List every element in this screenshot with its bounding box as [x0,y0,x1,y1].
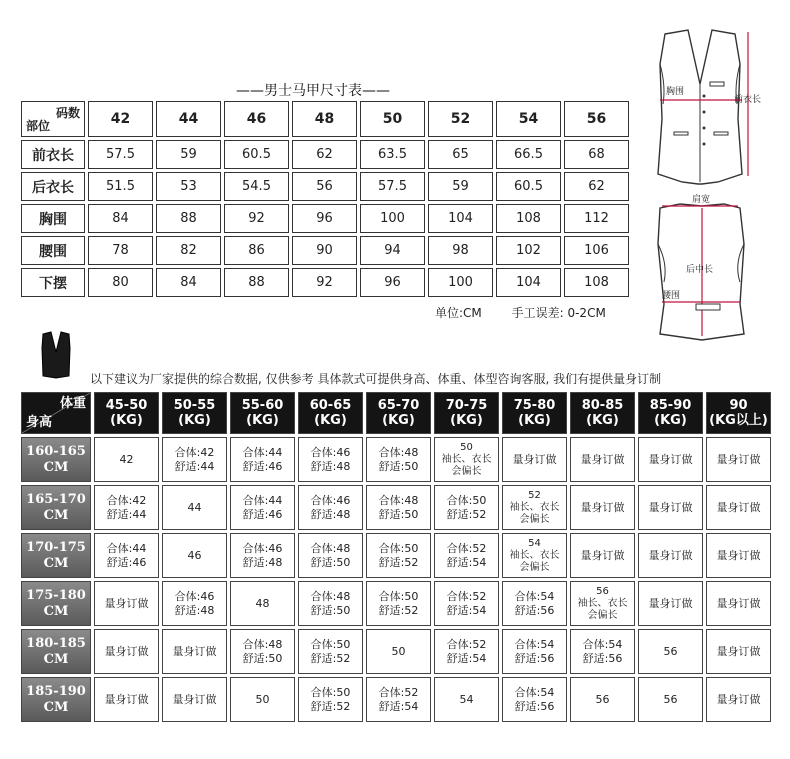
weight-unit: (KG) [314,413,347,428]
fit-cell-line: 44 [187,500,202,514]
fit-cell [94,437,159,482]
fit-chart-table [18,389,774,725]
corner-size-label: 码数 [55,106,80,120]
size-cell: 86 [224,236,289,265]
fit-cell-line: 50 [391,644,406,658]
size-cell: 104 [428,204,493,233]
fit-cell [162,677,227,722]
fit-cell-line: 舒适:44 [174,459,215,473]
fit-cell [230,485,295,530]
fit-cell [570,677,635,722]
weight-unit: (KG) [178,413,211,428]
height-range: 160-165 [26,443,86,459]
size-cell: 53 [156,172,221,201]
fit-cell-line: 会偏长 [519,561,550,573]
fit-cell-line: 量身订做 [716,548,761,562]
fit-chart-row [21,533,771,578]
weight-range: 55-60 [241,398,284,413]
fit-cell-line: 合体:50 [378,589,419,603]
fit-cell [366,437,431,482]
fit-cell [298,485,363,530]
fit-cell [94,629,159,674]
fit-cell-line: 56 [596,585,609,597]
size-chart-row [21,268,629,297]
size-column-header: 48 [292,101,357,137]
fit-cell-line: 舒适:44 [106,507,147,521]
chest-label: 胸围 [666,87,685,97]
fit-cell [94,533,159,578]
fit-cell-line: 量身订做 [716,644,761,658]
fit-cell-line: 量身订做 [648,500,693,514]
fit-cell [502,533,567,578]
size-cell: 106 [564,236,629,265]
corner-weight-label: 体重 [59,396,86,411]
fit-cell-line: 50 [460,441,473,453]
size-cell: 66.5 [496,140,561,169]
size-cell: 88 [224,268,289,297]
size-cell: 68 [564,140,629,169]
fit-cell-line: 舒适:56 [514,651,555,665]
fit-cell [570,437,635,482]
fit-cell-line: 54 [528,537,541,549]
unit-note [435,304,632,321]
fit-cell [570,581,635,626]
fit-cell [298,677,363,722]
size-cell: 84 [88,204,153,233]
fit-cell [298,533,363,578]
fit-cell-line: 合体:50 [310,685,351,699]
size-row-label: 下摆 [21,268,85,297]
size-cell: 96 [292,204,357,233]
fit-chart-row [21,437,771,482]
fit-cell-line: 合体:42 [106,493,147,507]
fit-cell-line: 合体:48 [242,637,283,651]
fit-cell-line: 舒适:56 [582,651,623,665]
fit-cell-line: 量身订做 [648,548,693,562]
fit-chart-row [21,629,771,674]
fit-chart-corner [21,392,91,434]
size-cell: 98 [428,236,493,265]
fit-cell-line: 舒适:46 [106,555,147,569]
weight-range: 65-70 [377,398,420,413]
fit-cell-line: 46 [187,548,202,562]
vest-front-diagram [630,24,780,194]
fit-cell [502,677,567,722]
fit-cell-line: 量身订做 [104,644,149,658]
height-row-header [21,437,91,482]
corner-part-label: 部位 [26,119,51,133]
size-column-header: 44 [156,101,221,137]
size-cell: 62 [292,140,357,169]
fit-cell-line: 舒适:52 [446,507,487,521]
fit-cell [570,629,635,674]
fit-cell [502,629,567,674]
size-chart-corner [21,101,85,137]
fit-cell-line: 合体:48 [310,541,351,555]
weight-column-header [434,392,499,434]
vest-thumbnail [40,330,72,380]
fit-cell-line: 56 [663,644,678,658]
fit-cell-line: 合体:54 [514,589,555,603]
size-cell: 104 [496,268,561,297]
weight-unit: (KG) [586,413,619,428]
weight-unit: (KG) [110,413,143,428]
weight-unit: (KG) [654,413,687,428]
fit-cell-line: 舒适:52 [310,699,351,713]
weight-unit: (KG) [382,413,415,428]
fit-cell [502,437,567,482]
height-unit: CM [43,555,69,571]
size-row-label: 胸围 [21,204,85,233]
fit-cell-line: 舒适:54 [378,699,419,713]
fit-cell-line: 合体:50 [310,637,351,651]
fit-cell-line: 合体:52 [446,589,487,603]
size-cell: 59 [428,172,493,201]
weight-column-header [298,392,363,434]
fit-cell-line: 量身订做 [512,452,557,466]
weight-unit: (KG) [450,413,483,428]
weight-column-header [230,392,295,434]
fit-cell-line: 舒适:50 [378,459,419,473]
size-cell: 92 [292,268,357,297]
fit-cell-line: 54 [459,692,474,706]
size-cell: 102 [496,236,561,265]
size-chart-table [18,98,632,300]
fit-cell [706,533,771,578]
size-cell: 92 [224,204,289,233]
size-column-header: 50 [360,101,425,137]
fit-cell-line: 量身订做 [580,452,625,466]
fit-cell-line: 52 [528,489,541,501]
size-cell: 94 [360,236,425,265]
fit-cell-line: 合体:42 [174,445,215,459]
fit-cell-line: 合体:48 [378,445,419,459]
weight-unit: (KG) [518,413,551,428]
weight-column-header [638,392,703,434]
size-cell: 100 [360,204,425,233]
fit-cell [570,533,635,578]
height-range: 170-175 [26,539,86,555]
height-unit: CM [43,507,69,523]
fit-cell [162,533,227,578]
weight-column-header [94,392,159,434]
fit-cell-line: 合体:54 [582,637,623,651]
size-cell: 108 [496,204,561,233]
fit-chart-row [21,485,771,530]
fit-cell-line: 舒适:50 [310,555,351,569]
size-column-header: 42 [88,101,153,137]
shoulder-label: 肩宽 [692,195,711,205]
fit-cell [434,437,499,482]
fit-cell-line: 合体:46 [242,541,283,555]
fit-cell-line: 合体:44 [242,445,283,459]
fit-cell [230,533,295,578]
fit-cell-line: 合体:52 [378,685,419,699]
weight-range: 60-65 [309,398,352,413]
fit-cell [570,485,635,530]
fit-cell-line: 合体:54 [514,637,555,651]
fit-cell [638,533,703,578]
fit-cell-line: 48 [255,596,270,610]
fit-cell [162,485,227,530]
fit-cell-line: 舒适:50 [242,651,283,665]
fit-cell-line: 56 [595,692,610,706]
size-cell: 112 [564,204,629,233]
fit-cell-line: 会偏长 [587,609,618,621]
weight-range: 80-85 [581,398,624,413]
weight-unit: (KG以上) [709,413,768,428]
fit-cell-line: 50 [255,692,270,706]
size-cell: 51.5 [88,172,153,201]
size-chart-row [21,204,629,233]
fit-cell-line: 量身订做 [716,692,761,706]
fit-cell-line: 舒适:48 [174,603,215,617]
fit-cell [366,629,431,674]
size-row-label: 腰围 [21,236,85,265]
weight-range: 45-50 [105,398,148,413]
fit-cell-line: 56 [663,692,678,706]
height-row-header [21,629,91,674]
fit-cell-line: 量身订做 [172,692,217,706]
fit-cell-line: 舒适:54 [446,603,487,617]
height-unit: CM [43,459,69,475]
fit-cell-line: 合体:44 [106,541,147,555]
fit-cell-line: 会偏长 [519,513,550,525]
fit-cell [230,629,295,674]
fit-cell [366,677,431,722]
fit-cell [366,581,431,626]
fit-cell-line: 合体:44 [242,493,283,507]
size-cell: 96 [360,268,425,297]
size-cell: 78 [88,236,153,265]
fit-cell [230,581,295,626]
fit-cell [638,485,703,530]
fit-cell-line: 量身订做 [104,596,149,610]
fit-cell-line: 舒适:52 [378,603,419,617]
fit-cell-line: 合体:52 [446,637,487,651]
fit-cell [366,485,431,530]
height-unit: CM [43,651,69,667]
size-cell: 57.5 [88,140,153,169]
fit-cell-line: 舒适:52 [378,555,419,569]
size-cell: 65 [428,140,493,169]
fit-cell-line: 袖长、衣长 [577,597,628,609]
fit-cell [162,581,227,626]
size-cell: 60.5 [224,140,289,169]
fit-cell [298,437,363,482]
fit-cell-line: 合体:54 [514,685,555,699]
size-cell: 90 [292,236,357,265]
fit-cell-line: 合体:46 [310,445,351,459]
fit-cell-line: 舒适:56 [514,603,555,617]
fit-cell [434,677,499,722]
fit-chart-row [21,581,771,626]
fit-cell-line: 会偏长 [451,465,482,477]
size-cell: 59 [156,140,221,169]
fit-cell-line: 舒适:54 [446,651,487,665]
fit-cell [94,677,159,722]
size-cell: 100 [428,268,493,297]
fit-cell [94,485,159,530]
fit-cell-line: 合体:50 [378,541,419,555]
back-length-label: 后中长 [686,265,714,275]
size-chart-title: ——男士马甲尺寸表—— [236,83,390,99]
fit-cell [298,629,363,674]
fit-cell [638,581,703,626]
size-chart-row [21,172,629,201]
fit-cell-line: 量身订做 [648,596,693,610]
weight-column-header [162,392,227,434]
fit-cell [366,533,431,578]
size-cell: 54.5 [224,172,289,201]
fit-cell [706,485,771,530]
fit-cell-line: 袖长、衣长 [509,501,560,513]
fit-cell [502,485,567,530]
fit-cell [434,485,499,530]
waist-label: 腰围 [662,291,681,301]
size-row-label: 后衣长 [21,172,85,201]
height-unit: CM [43,699,69,715]
fit-cell-line: 合体:48 [378,493,419,507]
size-chart-row [21,140,629,169]
height-range: 180-185 [26,635,86,651]
height-range: 185-190 [26,683,86,699]
size-cell: 108 [564,268,629,297]
corner-height-label: 身高 [26,415,53,430]
fit-cell-line: 量身订做 [716,596,761,610]
fit-cell-line: 合体:46 [174,589,215,603]
recommendation-note: 以下建议为厂家提供的综合数据, 仅供参考 具体款式可提供身高、体重、体型咨询客服, 我们有提供量身订制 [90,372,662,386]
height-row-header [21,485,91,530]
fit-cell-line: 舒适:50 [378,507,419,521]
fit-cell-line: 舒适:54 [446,555,487,569]
size-column-header: 46 [224,101,289,137]
size-row-label: 前衣长 [21,140,85,169]
fit-cell [94,581,159,626]
size-chart-row [21,236,629,265]
weight-range: 90 [729,398,748,413]
size-cell: 88 [156,204,221,233]
size-cell: 63.5 [360,140,425,169]
weight-column-header [502,392,567,434]
size-cell: 60.5 [496,172,561,201]
fit-cell-line: 舒适:48 [310,507,351,521]
height-row-header [21,533,91,578]
fit-cell-line: 袖长、衣长 [509,549,560,561]
fit-cell [230,677,295,722]
fit-cell-line: 量身订做 [580,500,625,514]
fit-cell-line: 舒适:46 [242,459,283,473]
fit-cell [706,677,771,722]
fit-cell-line: 量身订做 [580,548,625,562]
fit-cell [706,437,771,482]
fit-cell [434,533,499,578]
weight-range: 75-80 [513,398,556,413]
fit-cell [706,629,771,674]
fit-cell [162,437,227,482]
fit-cell-line: 量身订做 [104,692,149,706]
fit-cell-line: 舒适:56 [514,699,555,713]
tolerance-label: 手工误差: 0-2CM [511,306,606,320]
size-cell: 56 [292,172,357,201]
fit-cell-line: 合体:48 [310,589,351,603]
weight-range: 70-75 [445,398,488,413]
fit-cell [502,581,567,626]
fit-cell-line: 量身订做 [172,644,217,658]
fit-cell [706,581,771,626]
vest-back-diagram [640,194,760,354]
size-cell: 82 [156,236,221,265]
height-range: 165-170 [26,491,86,507]
fit-cell [434,629,499,674]
height-row-header [21,581,91,626]
weight-column-header [706,392,771,434]
fit-cell [638,437,703,482]
fit-chart-row [21,677,771,722]
fit-cell [638,629,703,674]
weight-range: 50-55 [173,398,216,413]
weight-range: 85-90 [649,398,692,413]
fit-cell-line: 量身订做 [648,452,693,466]
size-cell: 62 [564,172,629,201]
size-cell: 80 [88,268,153,297]
fit-cell-line: 42 [119,452,134,466]
size-column-header: 52 [428,101,493,137]
unit-label: 单位:CM [435,306,482,320]
fit-cell-line: 量身订做 [716,500,761,514]
fit-cell-line: 舒适:48 [310,459,351,473]
fit-cell [638,677,703,722]
front-length-label: 前衣长 [734,95,762,105]
fit-cell-line: 合体:52 [446,541,487,555]
size-column-header: 56 [564,101,629,137]
height-range: 175-180 [26,587,86,603]
size-cell: 84 [156,268,221,297]
height-row-header [21,677,91,722]
fit-cell [298,581,363,626]
weight-column-header [366,392,431,434]
fit-cell-line: 袖长、衣长 [441,453,492,465]
fit-cell-line: 舒适:52 [310,651,351,665]
fit-cell [162,629,227,674]
weight-column-header [570,392,635,434]
fit-cell-line: 合体:50 [446,493,487,507]
size-column-header: 54 [496,101,561,137]
size-cell: 57.5 [360,172,425,201]
fit-cell-line: 舒适:48 [242,555,283,569]
fit-cell-line: 量身订做 [716,452,761,466]
weight-unit: (KG) [246,413,279,428]
fit-cell-line: 合体:46 [310,493,351,507]
fit-cell [434,581,499,626]
fit-cell [230,437,295,482]
fit-cell-line: 舒适:50 [310,603,351,617]
height-unit: CM [43,603,69,619]
fit-cell-line: 舒适:46 [242,507,283,521]
